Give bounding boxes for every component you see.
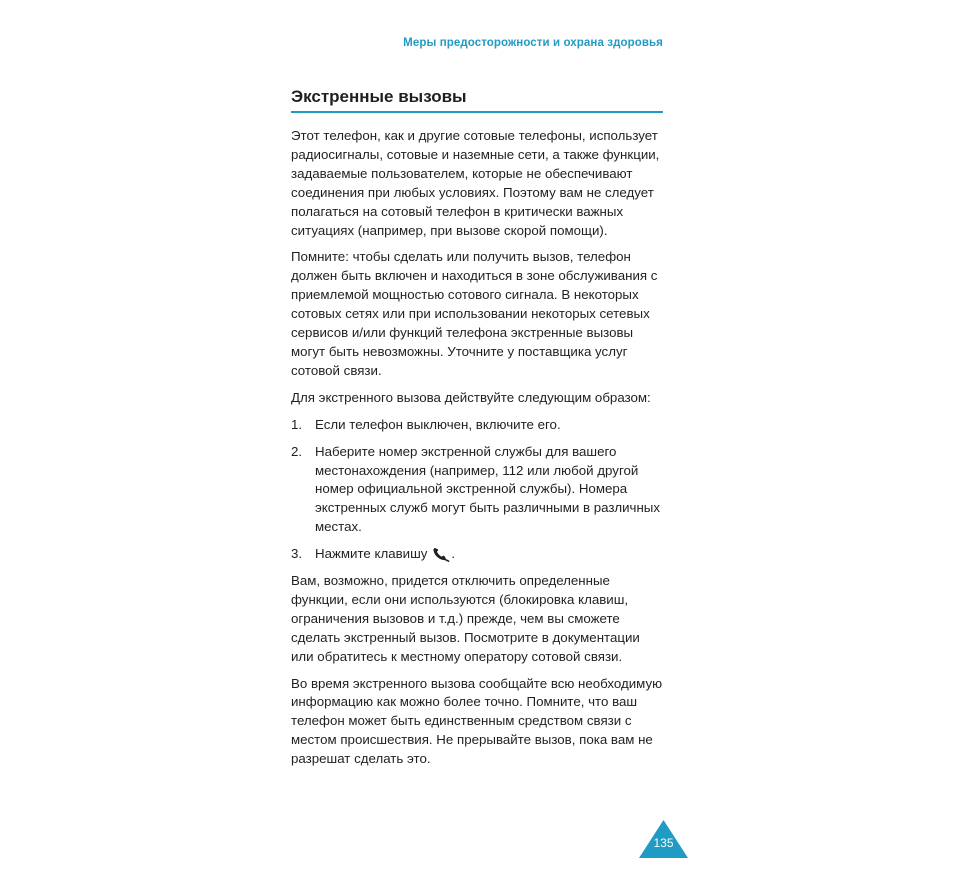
step-text: Нажмите клавишу xyxy=(315,546,428,562)
step-text-container xyxy=(315,545,663,564)
note-paragraph: Вам, возможно, придется отключить определенные функции, если они используются (блокировка клавиш, ограничения вызовов и т.д.) прежде, чем вы сможете сделать экстренный вызов. Посмотрите в документации или обратитесь к местному оператору сотовой связи. xyxy=(291,573,640,664)
section-content xyxy=(291,86,663,769)
send-key-icon xyxy=(431,546,451,562)
running-header: Меры предосторожности и охрана здоровья xyxy=(403,37,663,49)
section-title: Экстренные вызовы xyxy=(291,86,663,113)
step-text-suffix: . xyxy=(451,546,456,562)
step-text: Если телефон выключен, включите его. xyxy=(315,416,561,432)
step-number: 1. xyxy=(291,416,303,432)
step-number: 3. xyxy=(291,546,303,562)
reminder-paragraph: Помните: чтобы сделать или получить вызов, телефон должен быть включен и находиться в зоне обслуживания с приемлемой мощностью сотового сигнала. В некоторых сотовых сетях или при использовании некоторых сетевых сервисов и/или функций телефона экстренные вызовы могут быть невозможны. Уточните у поставщика услуг сотовой связи. xyxy=(291,249,658,378)
steps-intro-paragraph: Для экстренного вызова действуйте следующим образом: xyxy=(291,389,651,405)
page-number-badge xyxy=(639,820,688,858)
list-item xyxy=(291,416,663,435)
intro-paragraph: Этот телефон, как и другие сотовые телефоны, использует радиосигналы, сотовые и наземные сети, а также функции, задаваемые пользователем, которые не обеспечивают соединения при любых условиях. Поэтому вам не следует полагаться на сотовый телефон в критически важных ситуациях (например, при вызове скорой помощи). xyxy=(291,128,660,238)
steps-list xyxy=(291,416,663,564)
closing-paragraph: Во время экстренного вызова сообщайте всю необходимую информацию как можно более точно. Помните, что ваш телефон может быть единственным средством связи с местом происшествия. Не прерывайте вызов, пока вам не разрешат сделать это. xyxy=(291,675,663,767)
page-number: 135 xyxy=(653,836,674,850)
step-number: 2. xyxy=(291,443,303,459)
list-item xyxy=(291,443,663,538)
list-item xyxy=(291,545,663,564)
step-text: Наберите номер экстренной службы для вашего местонахождения (например, 112 или любой другой номер официальной экстренной службы). Номера экстренных служб могут быть различными в различных местах. xyxy=(315,443,661,535)
